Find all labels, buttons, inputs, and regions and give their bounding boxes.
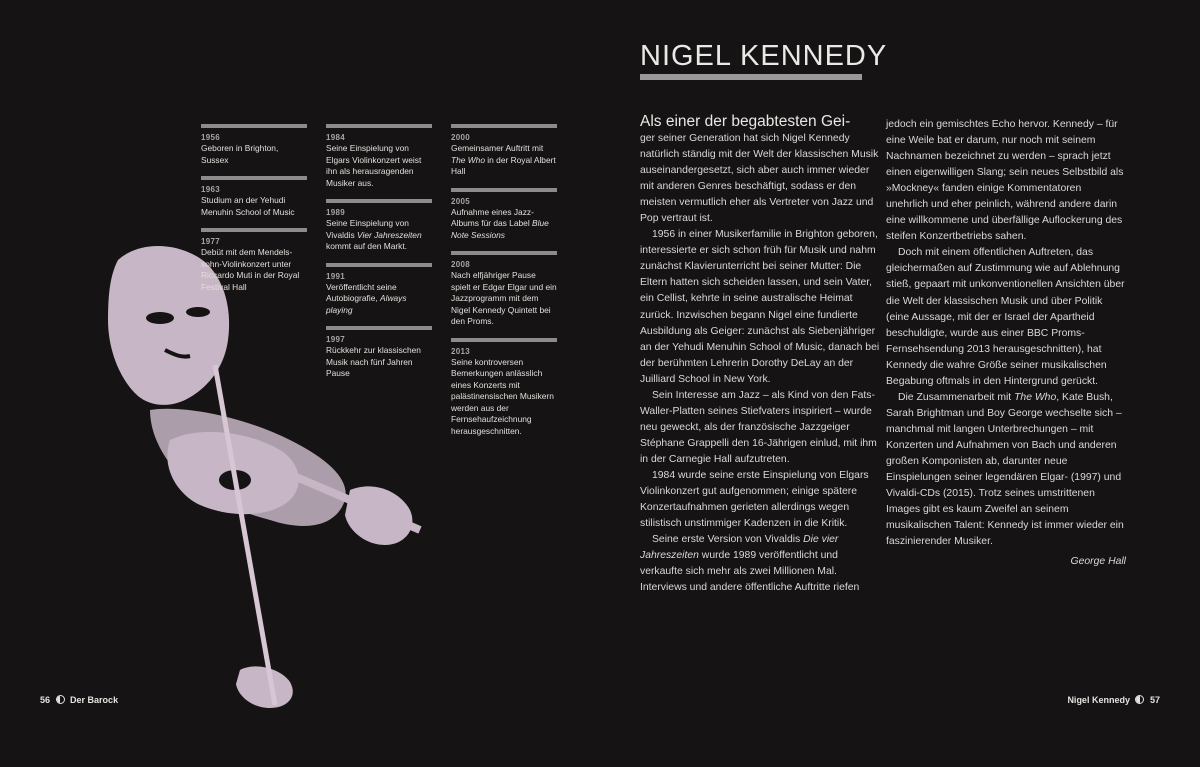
- half-circle-icon: [1135, 695, 1144, 704]
- article-paragraph: Die Zusammenarbeit mit The Who, Kate Bush, Sarah Brightman und Boy George wechselte sich – manchmal mit langen Unterbrechungen – mit Konzerten und Aufnahmen von Bach und anderen großen Komponisten ab, darunter neue Einspielungen seiner legendären Elgar- (1997) und Vivaldi-CDs (2015). Trotz seines umstrittenen Images gibt es kaum Zweifel an seinem musikalischen Talent: Kennedy ist immer wieder ein faszinierender Musiker.: [886, 391, 1124, 548]
- timeline-year: 2013: [451, 346, 470, 356]
- page-number-left: 56: [40, 695, 51, 705]
- timeline-entry: [326, 199, 432, 253]
- timeline-text: Seine Einspielung von Vivaldis Vier Jahreszeiten kommt auf den Markt.: [326, 218, 422, 251]
- timeline-text: Gemeinsamer Auftritt mit The Who in der Royal Albert Hall: [451, 143, 556, 176]
- timeline-year: 1977: [201, 237, 220, 246]
- section-label: Der Barock: [70, 695, 119, 705]
- timeline-text: Rückkehr zur klassischen Musik nach fünf Jahren Pause: [326, 345, 421, 378]
- timeline-year: 1989: [326, 208, 345, 217]
- article-paragraph: 1984 wurde seine erste Einspielung von Elgars Violinkonzert gut aufgenommen; einige spätere Konzertaufnahmen gerieten allerdings wegen stilistisch unstimmiger Kadenzen in die Kritik.: [640, 469, 869, 530]
- timeline-text: Nach elfjähriger Pause spielt er Edgar Elgar und ein Jazzprogramm mit dem Nigel Kennedy Quintett bei den Proms.: [451, 270, 557, 326]
- page-number-right: 57: [1149, 695, 1160, 705]
- title-underline-bar: [640, 74, 862, 80]
- timeline-entry: [451, 124, 557, 178]
- page-title: NIGEL KENNEDY: [640, 40, 888, 72]
- timeline-entry: [451, 338, 557, 438]
- timeline-text: Studium an der Yehudi Menuhin School of Music: [201, 195, 295, 217]
- author-signature: George Hall: [1070, 556, 1126, 568]
- timeline-column-1: [201, 124, 307, 303]
- timeline-year: 1984: [326, 133, 345, 142]
- timeline-entry: [201, 176, 307, 218]
- article-column-2: [886, 117, 1126, 570]
- timeline-text: Geboren in Brighton, Sussex: [201, 143, 279, 165]
- article-paragraph: Sein Interesse am Jazz – als Kind von den Fats-Waller-Platten seines Stiefvaters inspiriert – wurde neu geweckt, als der französische Jazzgeiger Stéphane Grappelli den 16-Jährigen einlud, mit ihm in der Carnegie Hall aufzutreten.: [640, 389, 877, 465]
- timeline-year: 1956: [201, 133, 220, 142]
- timeline-entry: [201, 228, 307, 293]
- timeline-year: 1997: [326, 335, 345, 344]
- half-circle-icon: [56, 695, 65, 704]
- timeline-entry: [326, 326, 432, 380]
- timeline-entry: [326, 124, 432, 189]
- article-paragraph: Doch mit einem öffentlichen Auftreten, das gleichermaßen auf Zustimmung wie auf Ablehnung stieß, gepaart mit unkonventionellen Ansichten über die Welt der klassischen Musik und über Politik (eine Aussage, mit der er Israel der Apartheid beschuldigte, wurde aus einer BBC Proms-Fernsehsendung 2013 herausgeschnitten), hat Kennedy die wahre Größe seiner musikalischen Begabung oftmals in den Hintergrund gerückt.: [886, 247, 1125, 387]
- timeline-column-2: [326, 124, 432, 390]
- lead-line: Als einer der begabtesten Gei-: [640, 113, 851, 130]
- timeline-text: Debüt mit dem Mendels-sohn-Violinkonzert unter Riccardo Muti in der Royal Festival Hall: [201, 247, 300, 292]
- timeline-year: 1963: [201, 185, 220, 194]
- article-paragraph: 1956 in einer Musikerfamilie in Brighton geboren, interessierte er sich schon früh für Musik und nahm zunächst Klavierunterricht bei seiner Mutter: Die Eltern hatten sich scheiden lassen, und sein Vater, ein Cellist, kehrte in seine australische Heimat zurück. Inzwischen begann Nigel eine fundierte Ausbildung als Geiger: zunächst als Siebenjähriger an der Yehudi Menuhin School of Music, danach bei der berühmten Lehrerin Dorothy DeLay an der Juilliard School in New York.: [640, 229, 880, 385]
- timeline-text: Seine kontroversen Bemerkungen anlässlich eines Konzerts mit palästinensischen Musikern werden aus der Fernsehaufzeichnung herausgeschnitten.: [451, 356, 554, 436]
- timeline-text: Seine Einspielung von Elgars Violinkonzert weist ihn als herausragenden Musiker aus.: [326, 143, 422, 188]
- timeline-entry: [451, 251, 557, 328]
- timeline-year: 2000: [451, 133, 470, 142]
- article-paragraph: jedoch ein gemischtes Echo hervor. Kennedy – für eine Weile bat er darum, nur noch mit seinem Nachnamen bezeichnet zu werden – sprach jetzt einen eigenwilligen Slang; sein neues Selbstbild als »Mockney« fanden einige Kommentatoren unehrlich und eher peinlich, während andere darin eine willkommene und überfällige Auflockerung des steifen Konzertbetriebs sahen.: [886, 119, 1124, 243]
- timeline-year: 2005: [451, 196, 470, 206]
- timeline-column-3: [451, 124, 557, 447]
- timeline-year: 1991: [326, 271, 345, 281]
- chapter-label: Nigel Kennedy: [1067, 695, 1130, 705]
- timeline-text: Aufnahme eines Jazz-Albums für das Label Blue Note Sessions: [451, 206, 549, 240]
- timeline-year: 2008: [451, 260, 470, 269]
- timeline-entry: [326, 263, 432, 317]
- timeline-entry: [201, 124, 307, 166]
- timeline-entry: [451, 188, 557, 242]
- article-column-1: [640, 113, 880, 596]
- timeline-text: Veröffentlicht seine Autobiografie, Always playing: [326, 281, 407, 315]
- footer-right: [1067, 695, 1160, 705]
- footer-left: [40, 695, 118, 705]
- article-paragraph: Als einer der begabtesten Gei- ger seiner Generation hat sich Nigel Kennedy natürlich ständig mit der Welt der klassischen Musik auseinandergesetzt, sich aber auch immer wieder mit anderen Genres beschäftigt, sodass er den meisten vermutlich eher als Vertreter von Jazz und Pop vertraut ist.: [640, 113, 879, 225]
- article-paragraph: Seine erste Version von Vivaldis Die vier Jahreszeiten wurde 1989 veröffentlicht und verkaufte sich mehr als zwei Millionen Mal. Interviews und andere öffentliche Auftritte riefen: [640, 534, 860, 594]
